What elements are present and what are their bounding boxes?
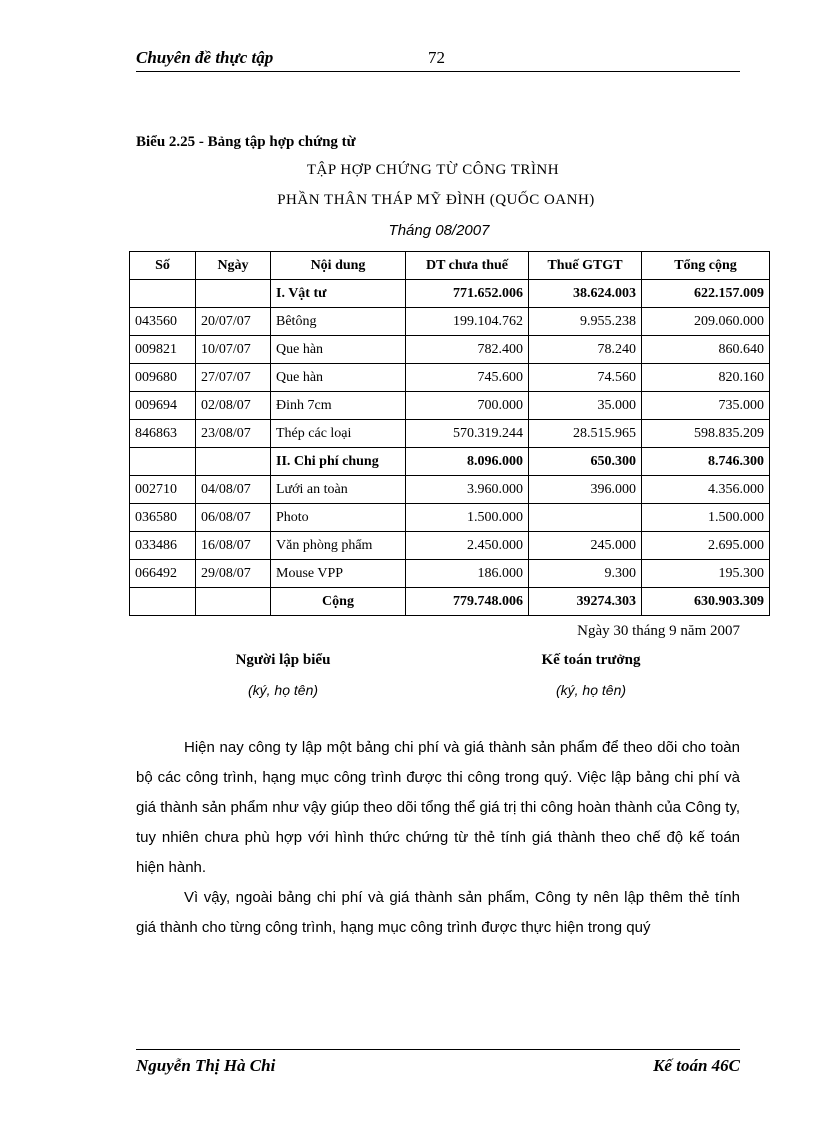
table-subtotal-row xyxy=(130,280,770,308)
table-subtotal-row xyxy=(130,448,770,476)
cell-so: 009680 xyxy=(130,364,196,392)
cell-dt-chua-thue: 199.104.762 xyxy=(406,308,529,336)
cell-so: 066492 xyxy=(130,560,196,588)
doc-title-line1: TẬP HỢP CHỨNG TỪ CÔNG TRÌNH xyxy=(306,162,560,178)
cell-tong-cong: 209.060.000 xyxy=(642,308,770,336)
cell-thue-gtgt: 38.624.003 xyxy=(529,280,642,308)
cell-ngay xyxy=(196,588,271,616)
cell-ngay: 10/07/07 xyxy=(196,336,271,364)
table-row xyxy=(130,420,770,448)
cell-so: 846863 xyxy=(130,420,196,448)
cell-thue-gtgt xyxy=(529,504,642,532)
cell-ngay: 06/08/07 xyxy=(196,504,271,532)
cell-noi-dung: II. Chi phí chung xyxy=(271,448,406,476)
cell-dt-chua-thue: 2.450.000 xyxy=(406,532,529,560)
cell-so: 033486 xyxy=(130,532,196,560)
paragraph: Hiện nay công ty lập một bảng chi phí và giá thành sản phẩm để theo dõi cho toàn bộ các công trình, hạng mục công trình được thi công trong quý. Việc lập bảng chi phí và giá thành sản phẩm như vậy giúp theo dõi tổng thể giá trị thi công hoàn thành của Công ty, tuy nhiên chưa phù hợp với hình thức chứng từ thẻ tính giá thành theo chế độ kế toán hiện hành. xyxy=(136,739,740,876)
cell-dt-chua-thue: 771.652.006 xyxy=(406,280,529,308)
date-line: Ngày 30 tháng 9 năm 2007 xyxy=(577,623,740,639)
footer-author: Nguyễn Thị Hà Chi xyxy=(136,1056,276,1075)
cell-so: 036580 xyxy=(130,504,196,532)
page-number: 72 xyxy=(428,48,445,67)
cell-so xyxy=(130,280,196,308)
cell-tong-cong: 735.000 xyxy=(642,392,770,420)
footer-rule xyxy=(136,1049,740,1050)
cell-thue-gtgt: 39274.303 xyxy=(529,588,642,616)
doc-title-line2: PHẦN THÂN THÁP MỸ ĐÌNH (QUỐC OANH) xyxy=(277,192,595,208)
cell-ngay: 02/08/07 xyxy=(196,392,271,420)
cell-thue-gtgt: 245.000 xyxy=(529,532,642,560)
cell-so: 043560 xyxy=(130,308,196,336)
cell-tong-cong: 598.835.209 xyxy=(642,420,770,448)
cell-so xyxy=(130,448,196,476)
table-header-row xyxy=(130,252,770,280)
signature-right-title: Kế toán trưởng xyxy=(541,652,641,668)
cell-noi-dung: Văn phòng phẩm xyxy=(271,532,406,560)
table-row xyxy=(130,476,770,504)
cell-tong-cong: 622.157.009 xyxy=(642,280,770,308)
cell-noi-dung: Que hàn xyxy=(271,336,406,364)
cell-tong-cong: 820.160 xyxy=(642,364,770,392)
table-total-row xyxy=(130,588,770,616)
cell-ngay xyxy=(196,448,271,476)
table-row xyxy=(130,364,770,392)
signature-right-note: (ký, họ tên) xyxy=(555,682,627,698)
cell-noi-dung: I. Vật tư xyxy=(271,280,406,308)
cell-thue-gtgt: 74.560 xyxy=(529,364,642,392)
col-header-tong-cong: Tổng cộng xyxy=(642,252,770,280)
table-row xyxy=(130,532,770,560)
cell-dt-chua-thue: 745.600 xyxy=(406,364,529,392)
cell-tong-cong: 2.695.000 xyxy=(642,532,770,560)
cell-so: 002710 xyxy=(130,476,196,504)
cell-noi-dung: Que hàn xyxy=(271,364,406,392)
cell-tong-cong: 1.500.000 xyxy=(642,504,770,532)
cell-noi-dung: Lưới an toàn xyxy=(271,476,406,504)
cell-ngay: 04/08/07 xyxy=(196,476,271,504)
cell-dt-chua-thue: 570.319.244 xyxy=(406,420,529,448)
header-title: Chuyên đề thực tập xyxy=(136,48,274,67)
table-row xyxy=(130,336,770,364)
cell-noi-dung: Cộng xyxy=(271,588,406,616)
cell-dt-chua-thue: 1.500.000 xyxy=(406,504,529,532)
col-header-dt-chua-thue: DT chưa thuế xyxy=(406,252,529,280)
cell-so: 009821 xyxy=(130,336,196,364)
cell-ngay: 16/08/07 xyxy=(196,532,271,560)
table-row xyxy=(130,560,770,588)
cell-tong-cong: 630.903.309 xyxy=(642,588,770,616)
cell-ngay: 23/08/07 xyxy=(196,420,271,448)
cell-thue-gtgt: 35.000 xyxy=(529,392,642,420)
cell-dt-chua-thue: 186.000 xyxy=(406,560,529,588)
cell-dt-chua-thue: 779.748.006 xyxy=(406,588,529,616)
cell-ngay: 27/07/07 xyxy=(196,364,271,392)
cell-thue-gtgt: 9.955.238 xyxy=(529,308,642,336)
cell-ngay xyxy=(196,280,271,308)
table-row xyxy=(130,504,770,532)
cell-noi-dung: Mouse VPP xyxy=(271,560,406,588)
body-text xyxy=(136,733,740,943)
header-rule xyxy=(136,71,740,72)
cell-dt-chua-thue: 782.400 xyxy=(406,336,529,364)
cell-tong-cong: 8.746.300 xyxy=(642,448,770,476)
col-header-thue-gtgt: Thuế GTGT xyxy=(529,252,642,280)
cell-ngay: 29/08/07 xyxy=(196,560,271,588)
cell-dt-chua-thue: 3.960.000 xyxy=(406,476,529,504)
doc-month: Tháng 08/2007 xyxy=(388,222,490,239)
cell-dt-chua-thue: 700.000 xyxy=(406,392,529,420)
cell-dt-chua-thue: 8.096.000 xyxy=(406,448,529,476)
voucher-table xyxy=(129,251,770,616)
table-row xyxy=(130,392,770,420)
cell-thue-gtgt: 28.515.965 xyxy=(529,420,642,448)
table-row xyxy=(130,308,770,336)
cell-ngay: 20/07/07 xyxy=(196,308,271,336)
cell-noi-dung: Thép các loại xyxy=(271,420,406,448)
cell-noi-dung: Photo xyxy=(271,504,406,532)
cell-tong-cong: 860.640 xyxy=(642,336,770,364)
col-header-so: Số xyxy=(130,252,196,280)
cell-thue-gtgt: 396.000 xyxy=(529,476,642,504)
cell-thue-gtgt: 9.300 xyxy=(529,560,642,588)
cell-thue-gtgt: 78.240 xyxy=(529,336,642,364)
cell-so: 009694 xyxy=(130,392,196,420)
signature-left-title: Người lập biểu xyxy=(235,652,331,668)
cell-tong-cong: 4.356.000 xyxy=(642,476,770,504)
cell-tong-cong: 195.300 xyxy=(642,560,770,588)
col-header-noi-dung: Nội dung xyxy=(271,252,406,280)
table-caption: Biểu 2.25 - Bảng tập hợp chứng từ xyxy=(136,134,356,150)
cell-thue-gtgt: 650.300 xyxy=(529,448,642,476)
table-body xyxy=(130,280,770,616)
col-header-ngay: Ngày xyxy=(196,252,271,280)
paragraph: Vì vậy, ngoài bảng chi phí và giá thành sản phẩm, Công ty nên lập thêm thẻ tính giá thành cho từng công trình, hạng mục công trình được thực hiện trong quý xyxy=(136,889,740,936)
signature-left-note: (ký, họ tên) xyxy=(247,682,319,698)
footer-class: Kế toán 46C xyxy=(653,1056,740,1075)
cell-so xyxy=(130,588,196,616)
cell-noi-dung: Bêtông xyxy=(271,308,406,336)
cell-noi-dung: Đinh 7cm xyxy=(271,392,406,420)
